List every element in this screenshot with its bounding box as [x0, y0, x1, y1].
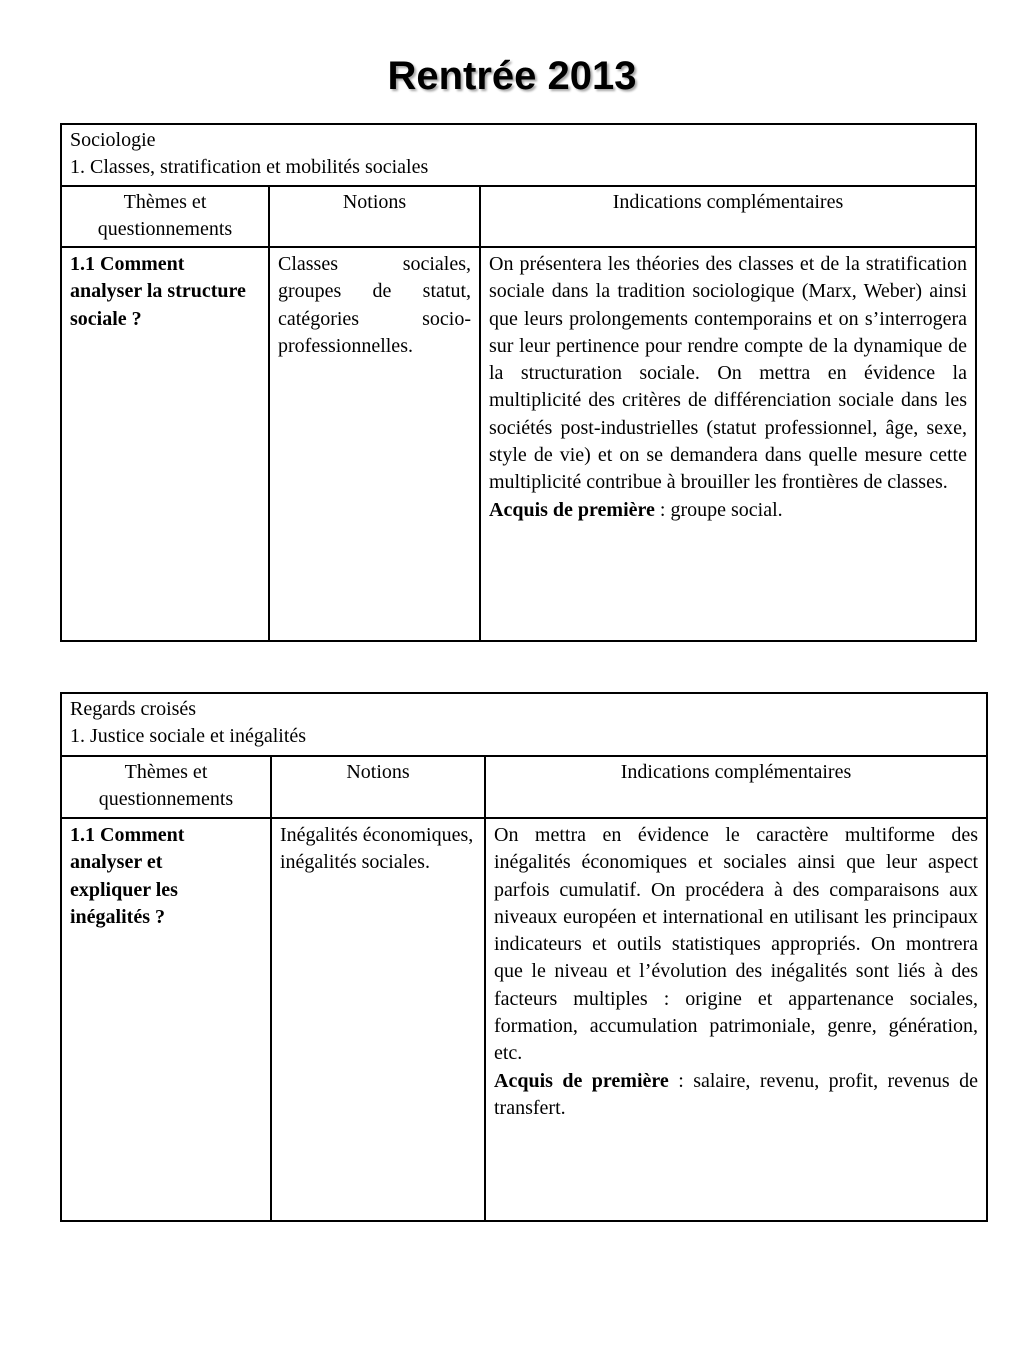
- indications-cell: [480, 247, 976, 641]
- section-title: Sociologie: [70, 129, 156, 151]
- indications-cell: [485, 818, 987, 1221]
- column-header-notions: Notions: [269, 186, 480, 247]
- notions-cell: Classes sociales, groupes de statut, catégories socio-professionnelles.: [269, 247, 480, 641]
- indications-text: On présentera les théories des classes et de la stratification sociale dans la tradition sociologique (Marx, Weber) ainsi que leurs prolongements contemporains et on s’interrogera sur leur pertinence pour rendre compte de la dynamique de la structuration sociale. On mettra en évidence la multiplicité des critères de différenciation sociale dans les sociétés post-industrielles (statut professionnel, âge, sexe, style de vie) et on se demandera dans quelle mesure cette multiplicité contribue à brouiller les frontières de classes.: [489, 253, 967, 494]
- acquis-label: Acquis de première: [494, 1069, 669, 1092]
- column-header-indications: Indications complémentaires: [485, 756, 987, 818]
- section-header: [61, 124, 976, 186]
- column-header-indications: Indications complémentaires: [480, 186, 976, 247]
- section-subtitle: 1. Classes, stratification et mobilités sociales: [70, 156, 429, 179]
- question-cell: 1.1 Comment analyser la structure sociale ?: [61, 247, 269, 641]
- acquis-text: : groupe social.: [654, 498, 783, 521]
- program-table-regards-croises: [60, 692, 988, 1222]
- column-header-themes: Thèmes et questionnements: [61, 756, 271, 818]
- acquis-label: Acquis de première: [489, 498, 655, 521]
- section-header: [61, 693, 987, 756]
- indications-text: On mettra en évidence le caractère multiforme des inégalités économiques et sociales ainsi que leur aspect parfois cumulatif. On procédera à des comparaisons aux niveaux européen et international en utilisant les principaux indicateurs et outils statistiques appropriés. On montrera que le niveau et l’évolution des inégalités sont liés à des facteurs multiples : origine et appartenance sociales, formation, accumulation patrimoniale, genre, génération, etc.: [494, 824, 979, 1065]
- page-title: Rentrée 2013: [387, 54, 637, 98]
- program-table-sociologie: [60, 123, 977, 642]
- question-cell: 1.1 Comment analyser et expliquer les inégalités ?: [61, 818, 271, 1221]
- section-title: Regards croisés: [70, 698, 197, 720]
- column-header-themes: Thèmes et questionnements: [61, 186, 269, 247]
- notions-cell: Inégalités économiques, inégalités sociales.: [271, 818, 485, 1221]
- section-subtitle: 1. Justice sociale et inégalités: [70, 725, 307, 748]
- column-header-notions: Notions: [271, 756, 485, 818]
- acquis-text: : salaire, revenu, profit, revenus de transfert.: [494, 1069, 979, 1119]
